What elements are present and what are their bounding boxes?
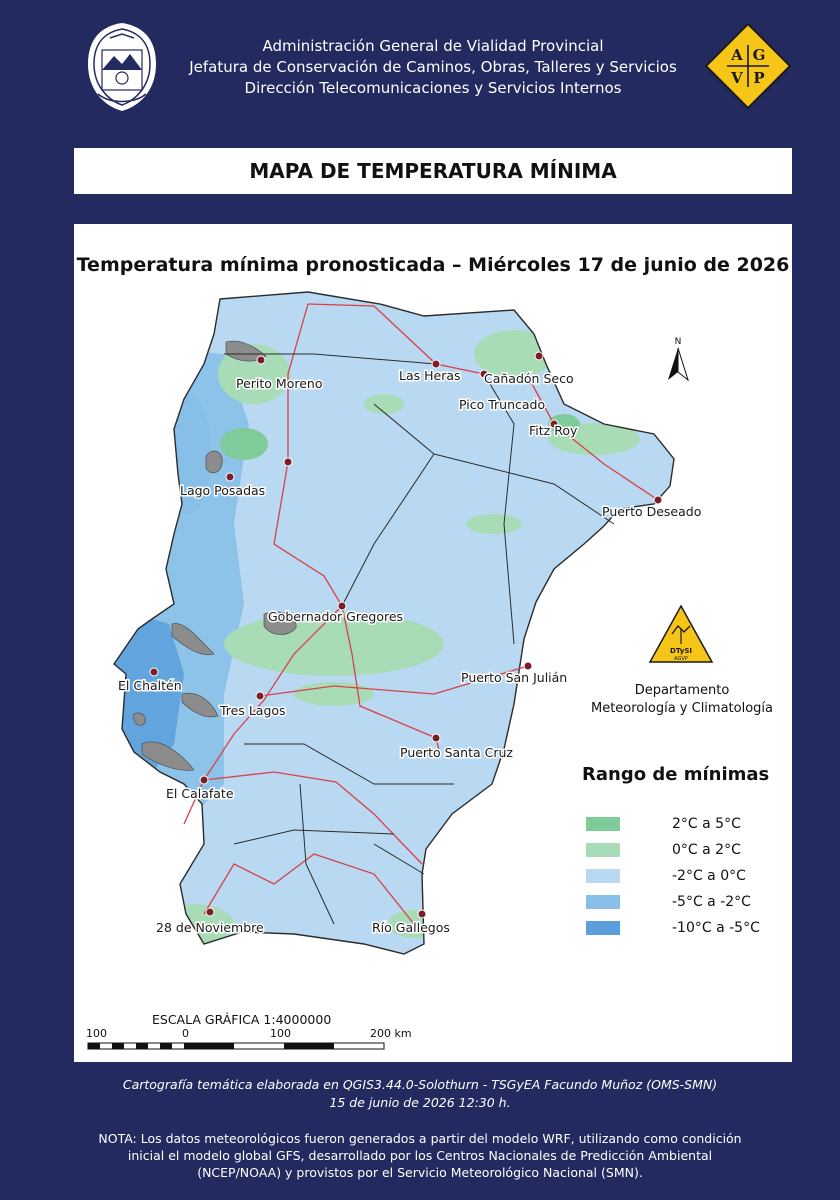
legend-swatch [586,921,620,935]
place-label-pico-truncado: Pico Truncado [459,397,546,412]
department-name-line: Meteorología y Climatología [590,701,773,716]
legend-swatch [586,843,620,857]
map-subtitle: Temperatura mínima pronosticada – Miércoles 17 de junio de 2026 [76,254,790,276]
department-name-line: Departamento [634,683,730,698]
agvp-letter: A [731,46,743,64]
data-note: NOTA: Los datos meteorológicos fueron generados a partir del modelo WRF, utilizando como condición inicial el modelo global GFS, desarrollado por los Centros Nacionales de Predicción Ambiental (NCEP/NOAA) y provistos por el Servicio Meteorológico Nacional (SMN). [98,1131,742,1180]
organization-lines [170,36,696,99]
credits-line: Cartografía temática elaborada en QGIS3.44.0-Solothurn - TSGyEA Facundo Muñoz (OMS-SMN) [122,1077,718,1092]
map-title: MAPA DE TEMPERATURA MÍNIMA [249,159,617,183]
legend-swatch [586,869,620,883]
org-line: Jefatura de Conservación de Caminos, Obras, Talleres y Servicios [189,58,677,76]
scale-tick-label: 200 km [370,1027,412,1040]
scale-title: ESCALA GRÁFICA 1:4000000 [152,1012,332,1027]
place-label-fitz-roy: Fitz Roy [529,423,578,438]
legend-item [574,889,790,915]
place-label-puerto-deseado: Puerto Deseado [602,504,702,519]
scale-bar [86,1012,412,1049]
legend-label: -5°C a -2°C [672,894,751,910]
scale-tick-label: 100 [270,1027,291,1040]
provincial-seal-icon [84,20,160,114]
map-title-box [74,148,792,194]
legend-label: 2°C a 5°C [672,816,741,832]
legend-item [574,811,790,837]
place-label-canadon-seco: Cañadón Seco [484,371,574,386]
department-name [574,682,790,718]
legend-swatch [586,817,620,831]
org-line: Dirección Telecomunicaciones y Servicios Internos [244,79,622,97]
legend [574,764,790,941]
north-arrow-icon [668,337,688,380]
department-logo-text: DTySI [670,647,692,655]
place-label-lago-posadas: Lago Posadas [180,483,266,498]
legend-swatch [586,895,620,909]
legend-item [574,863,790,889]
credits [60,1076,780,1112]
legend-label: -10°C a -5°C [672,920,760,936]
agvp-letter: V [731,69,743,87]
agvp-letter: P [753,69,765,87]
place-label-puerto-santa-cruz: Puerto Santa Cruz [400,745,513,760]
north-arrow-label: N [674,337,682,347]
agvp-logo-icon [704,22,792,110]
legend-item [574,837,790,863]
department-logo-subtext: AGVP [674,656,688,662]
scale-tick-label: 0 [182,1027,189,1040]
place-label-rio-gallegos: Río Gallegos [372,920,450,935]
org-line: Administración General de Vialidad Provincial [262,37,604,55]
place-label-el-chalten: El Chaltén [118,678,182,693]
place-label-gobernador-gregores: Gobernador Gregores [268,609,404,624]
agvp-letter: G [752,46,766,64]
place-label-puerto-san-julian: Puerto San Julián [461,670,568,685]
place-label-tres-lagos: Tres Lagos [220,703,286,718]
place-label-el-calafate: El Calafate [166,786,234,801]
legend-item [574,915,790,941]
legend-label: -2°C a 0°C [672,868,746,884]
legend-items [574,811,790,941]
place-label-28-de-noviembre: 28 de Noviembre [156,920,264,935]
legend-title: Rango de mínimas [582,764,770,785]
scale-tick-label: 100 [86,1027,107,1040]
place-label-las-heras: Las Heras [399,368,461,383]
map-panel [74,224,792,1062]
place-label-perito-moreno: Perito Moreno [236,376,323,391]
credits-line: 15 de junio de 2026 12:30 h. [329,1095,511,1110]
legend-label: 0°C a 2°C [672,842,741,858]
header [0,0,840,140]
department-logo-icon [648,604,714,664]
